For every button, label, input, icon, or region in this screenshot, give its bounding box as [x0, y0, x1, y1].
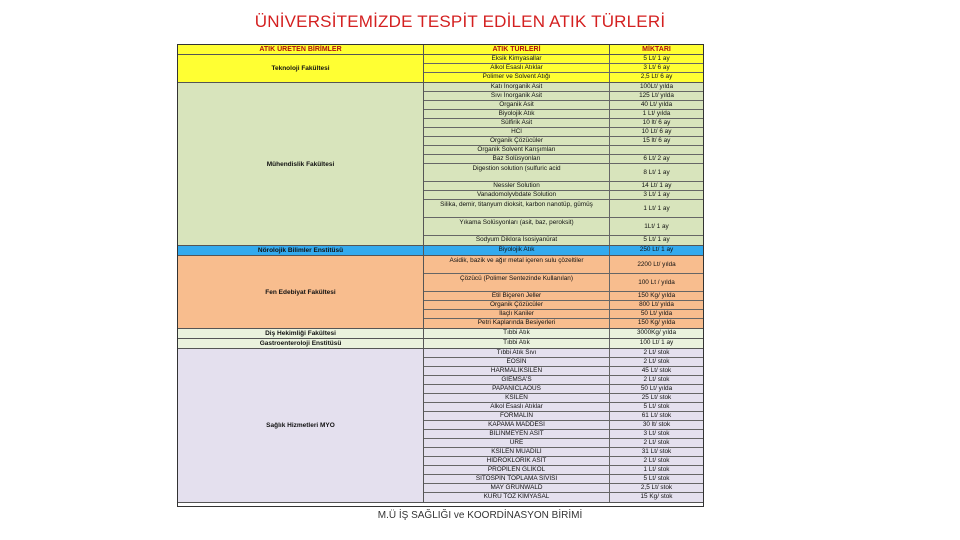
amount-cell: 1Lt/ 1 ay [644, 223, 669, 230]
amount-cell: 2200 Lt/ yılda [637, 261, 676, 268]
waste-type-cell: Nessler Solution [424, 182, 610, 190]
table-header [178, 45, 703, 55]
table-row [424, 349, 703, 358]
waste-type-cell: Yıkama Solüsyonları (asit, baz, peroksit) [424, 218, 610, 235]
waste-type-cell: Organik Solvent Karışımları [424, 146, 610, 154]
waste-type-cell: Alkol Esaslı Atıklar [424, 403, 610, 411]
table-row [424, 83, 703, 92]
amount-cell: 40 Lt/ yılda [640, 101, 673, 108]
unit-name: Diş Hekimliği Fakültesi [178, 329, 424, 338]
table-row [424, 430, 703, 439]
waste-type-cell: HCl [424, 128, 610, 136]
amount-cell: 1 Lt/ yılda [642, 110, 671, 117]
amount-cell: 50 Lt/ yılda [640, 310, 673, 317]
amount-cell: 250 Lt/ 1 ay [639, 246, 674, 253]
waste-type-cell: Digestion solution (sulfuric acid [424, 164, 610, 181]
unit-group [178, 55, 703, 83]
waste-type-cell: İlaçlı Kaniler [424, 310, 610, 318]
waste-type-cell: GİEMSA'S [424, 376, 610, 384]
amount-cell: 15 Kg/ stok [640, 493, 673, 500]
table-row [424, 367, 703, 376]
waste-type-cell: Vanadomolyvbdate Solution [424, 191, 610, 199]
table-row [424, 218, 703, 236]
amount-cell: 45 Lt/ stok [641, 367, 672, 374]
table-row [424, 319, 703, 328]
waste-type-cell: Tıbbi Atık [424, 329, 610, 338]
waste-type-cell: EOSİN [424, 358, 610, 366]
unit-group [178, 246, 703, 256]
table-row [424, 394, 703, 403]
header-waste-types: ATIK TÜRLERİ [424, 45, 610, 54]
table-row [424, 310, 703, 319]
amount-cell: 10 Lt/ 6 ay [641, 128, 672, 135]
unit-name: Mühendislik Fakültesi [178, 83, 424, 245]
waste-type-cell: Asidik, bazik ve ağır metal içeren sulu çözeltiler [424, 256, 610, 273]
unit-group [178, 349, 703, 503]
waste-type-cell: Katı İnorganik Asit [424, 83, 610, 91]
unit-name: Teknoloji Fakültesi [178, 55, 424, 82]
table-row [424, 493, 703, 502]
unit-group [178, 339, 703, 349]
amount-cell: 2 Lt/ stok [643, 376, 670, 383]
waste-type-cell: Tıbbi Atık [424, 339, 610, 348]
table-row [424, 92, 703, 101]
table-row [424, 403, 703, 412]
table-row [424, 73, 703, 82]
waste-type-cell: Petri Kaplarında Besiyerleri [424, 319, 610, 328]
table-row [424, 256, 703, 274]
amount-cell: 2 Lt/ stok [643, 457, 670, 464]
table-row [424, 146, 703, 155]
amount-cell: 100Lt/ yılda [639, 83, 674, 90]
header-units: ATIK ÜRETEN BİRİMLER [178, 45, 424, 54]
amount-cell: 150 Kg/ yılda [637, 319, 676, 326]
waste-type-cell: KSİLEN [424, 394, 610, 402]
amount-cell: 10 lt/ 6 ay [642, 119, 671, 126]
table-row [424, 484, 703, 493]
amount-cell: 2 Lt/ stok [643, 349, 670, 356]
amount-cell: 5 Lt/ stok [643, 475, 670, 482]
amount-cell: 800 Lt/ yılda [639, 301, 674, 308]
amount-cell: 2,5 Lt/ 6 ay [640, 73, 673, 80]
waste-type-cell: HARMALİKSİLEN [424, 367, 610, 375]
waste-type-cell: Biyolojik Atık [424, 246, 610, 255]
waste-type-cell: Biyolojik Atık [424, 110, 610, 118]
table-row [424, 358, 703, 367]
amount-cell: 100 Lt / yılda [638, 279, 675, 286]
table-row [424, 412, 703, 421]
table-row [424, 448, 703, 457]
table-row [424, 200, 703, 218]
unit-name: Gastroenteroloji Enstitüsü [178, 339, 424, 348]
waste-type-cell: Eksik Kimyasallar [424, 55, 610, 63]
table-row [424, 137, 703, 146]
waste-type-cell: KAPAMA MADDESİ [424, 421, 610, 429]
table-row [424, 182, 703, 191]
table-row [424, 119, 703, 128]
waste-type-cell: Organik Asit [424, 101, 610, 109]
amount-cell: 100 Lt/ 1 ay [639, 339, 674, 346]
waste-type-cell: FORMALİN [424, 412, 610, 420]
amount-cell: 1 Lt/ stok [643, 466, 670, 473]
waste-type-cell: KURU TOZ KİMYASAL [424, 493, 610, 502]
amount-cell: 50 Lt/ yılda [640, 385, 673, 392]
table-row [424, 236, 703, 245]
table-row [424, 385, 703, 394]
waste-type-cell: Sıvı İnorganik Asit [424, 92, 610, 100]
table-body [178, 55, 703, 503]
table-row [424, 475, 703, 484]
table-row [424, 155, 703, 164]
amount-cell: 30 lt/ stok [642, 421, 671, 428]
waste-type-cell: KSİLEN MUADİLİ [424, 448, 610, 456]
unit-name: Nörolojik Bilimler Enstitüsü [178, 246, 424, 255]
amount-cell: 5 Lt/ stok [643, 403, 670, 410]
table-row [424, 128, 703, 137]
page-title: ÜNİVERSİTEMİZDE TESPİT EDİLEN ATIK TÜRLERİ [254, 12, 666, 31]
waste-type-cell: Çözücü (Polimer Sentezinde Kullanılan) [424, 274, 610, 291]
amount-cell: 3 Lt/ 1 ay [643, 191, 670, 198]
unit-name: Sağlık Hizmetleri MYO [178, 349, 424, 502]
table-row [424, 439, 703, 448]
table-row [424, 55, 703, 64]
waste-type-cell: Sülfirik Asit [424, 119, 610, 127]
table-row [424, 191, 703, 200]
unit-group [178, 256, 703, 329]
amount-cell: 25 Lt/ stok [641, 394, 672, 401]
footer-text: M.Ü İŞ SAĞLIĞI ve KOORDİNASYON BİRİMİ [377, 510, 583, 521]
table-row [424, 329, 703, 338]
waste-type-cell: HİDROKLORİK ASİT [424, 457, 610, 465]
table-row [424, 376, 703, 385]
amount-cell: 15 lt/ 6 ay [642, 137, 671, 144]
amount-cell: 2 Lt/ stok [643, 439, 670, 446]
waste-table [177, 44, 704, 507]
amount-cell: 2 Lt/ stok [643, 358, 670, 365]
waste-type-cell: ÜRE [424, 439, 610, 447]
amount-cell: 3 Lt/ stok [643, 430, 670, 437]
amount-cell: 8 Lt/ 1 ay [643, 169, 670, 176]
waste-type-cell: PROPİLEN GLİKOL [424, 466, 610, 474]
amount-cell: 5 Lt/ 1 ay [643, 236, 670, 243]
table-row [424, 292, 703, 301]
table-row [424, 339, 703, 348]
amount-cell: 2,5 Lt/ stok [640, 484, 673, 491]
waste-type-cell: Baz Solüsyonları [424, 155, 610, 163]
amount-cell: 150 Kg/ yılda [637, 292, 676, 299]
unit-group [178, 329, 703, 339]
table-row [424, 301, 703, 310]
waste-type-cell: Silika, demir, titanyum dioksit, karbon nanotüp, gümüş [424, 200, 610, 217]
amount-cell: 125 Lt/ yılda [639, 92, 674, 99]
waste-type-cell: Organik Çözücüler [424, 137, 610, 145]
waste-type-cell: MAY GRÜNWALD [424, 484, 610, 492]
table-row [424, 110, 703, 119]
amount-cell: 3000Kg/ yılda [636, 329, 677, 336]
table-row [424, 466, 703, 475]
table-row [424, 246, 703, 255]
waste-type-cell: Etil Biçeren Jeller [424, 292, 610, 300]
amount-cell: 5 Lt/ 1 ay [643, 55, 670, 62]
header-amount: MİKTARI [642, 46, 671, 53]
amount-cell [610, 146, 703, 154]
table-row [424, 164, 703, 182]
table-row [424, 274, 703, 292]
waste-type-cell: Polimer ve Solvent Atığı [424, 73, 610, 82]
amount-cell: 1 Lt/ 1 ay [643, 205, 670, 212]
waste-type-cell: Sodyum Diklora İsosiyanürat [424, 236, 610, 245]
unit-group [178, 83, 703, 246]
table-row [424, 64, 703, 73]
waste-type-cell: PAPANİCLAOUS [424, 385, 610, 393]
waste-type-cell: SİTOSPİN TOPLAMA SIVISI [424, 475, 610, 483]
unit-name: Fen Edebiyat Fakültesi [178, 256, 424, 328]
waste-type-cell: Organik Çözücüler [424, 301, 610, 309]
table-row [424, 101, 703, 110]
amount-cell: 61 Lt/ stok [641, 412, 672, 419]
waste-type-cell: Tıbbi Atık Sıvı [424, 349, 610, 357]
amount-cell: 3 Lt/ 6 ay [643, 64, 670, 71]
waste-type-cell: Alkol Esaslı Atıklar [424, 64, 610, 72]
table-row [424, 421, 703, 430]
amount-cell: 31 Lt/ stok [641, 448, 672, 455]
amount-cell: 14 Lt/ 1 ay [641, 182, 672, 189]
waste-type-cell: BİLİNMEYEN ASİT [424, 430, 610, 438]
table-row [424, 457, 703, 466]
amount-cell: 6 Lt/ 2 ay [643, 155, 670, 162]
